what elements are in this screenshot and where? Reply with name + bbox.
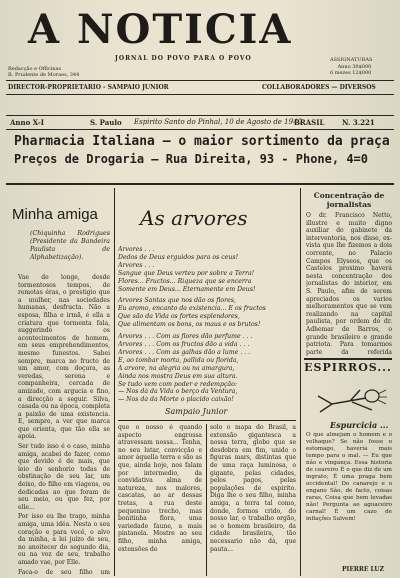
advert-line-2: Preços de Drogaria — Rua Direita, 93 - Phone, 4=0 bbox=[14, 152, 369, 166]
article-byline: (Chiquinha Rodrigues (Presidente da Bandeira Paulista de Alphabetização). bbox=[30, 230, 110, 261]
paragraph: Por isso eu lhe trago, minha amiga, uma idéa. Nesta o seu coração e para você, o alvo da minha, a lei juízo de seu, no anoitecer do segundo dia, ou na voz de seu, trabalho amado vae, por Elle. bbox=[18, 513, 110, 566]
sneezing-figure-illustration bbox=[312, 382, 388, 418]
paragraph: Ser tudo isso é o caso, minha amiga, acabei de fazer, como que devido é de mais, que leio do senhorio todas de obstinação de seu lar, um deixo, do filho em viagens, ou dedicadas ao que foram de seu meio, ou que fez, por elle... bbox=[18, 443, 110, 511]
poem-line: Somente em Deus... Eternamente em Deus! bbox=[118, 285, 256, 293]
issue-number: N. 3.221 bbox=[342, 118, 375, 127]
column-divider bbox=[114, 188, 115, 576]
year-label: Anno X-I bbox=[10, 118, 45, 127]
country-label: BRASIL bbox=[294, 118, 325, 127]
masthead-subtitle: JORNAL DO POVO PARA O POVO bbox=[115, 55, 252, 62]
column-divider bbox=[300, 188, 301, 576]
pharmacy-advert bbox=[14, 134, 390, 166]
city-label: S. Paulo bbox=[90, 118, 122, 127]
poem-line: Arvores . . . Com os fructos dão a vida . . . bbox=[118, 340, 250, 348]
poem-line: Se tudo vem com poder e redempção: bbox=[118, 380, 237, 388]
espirros-signature: PIERRE LUZ bbox=[342, 566, 385, 573]
poem-line: E, ao tombar morta, pallida ou florida, bbox=[118, 356, 239, 364]
poem-line: Que são da Vida os fortes esplendores, bbox=[118, 313, 240, 321]
subscription-prices bbox=[330, 64, 371, 76]
poem-line: Que alimentam os bons, os maus e os brutos! bbox=[118, 321, 261, 329]
poem-signature: Sampaio Junior bbox=[165, 407, 228, 416]
advert-line-1: Pharmacia Italiana — o maior sortimento da praça bbox=[14, 134, 390, 149]
poem-line: Arvores . . . Com as galhas dão a lume . . . bbox=[118, 348, 251, 356]
poem-line: — Nos dá da Vida o berço da Ventura, bbox=[118, 388, 238, 396]
divider bbox=[6, 94, 394, 95]
poem-line: A arvore, na alegria ou na amargura, bbox=[118, 364, 235, 372]
column-divider bbox=[206, 424, 207, 576]
article-body-concentracao: O dr. Francisco Netto, illustre e muito digno auxiliar do gabinete da interventoria, nos disse, ex-vista que lhe fizemos a dois corrente, no Palacio Campos Elyseos, que os Castelos proximo haverá nesta concentração dos jornalistas do interior, em S. Paulo, afim de serem apreciados os varios melhoramentos que se vem realizando na capital paulista, por ordem do dr. Adhemar de Barros, o grande brasileiro e grande patriota. Para tomarmos parte da referida bbox=[306, 212, 392, 356]
poem-line: Arvores . . . Com as flores dão perfume . . . bbox=[118, 333, 253, 341]
director-line: DIRECTOR-PROPRIETARIO - SAMPAIO JUNIOR bbox=[8, 84, 169, 91]
article-headline-as-arvores: As arvores bbox=[140, 206, 248, 230]
price-line: Anno 30$000 bbox=[337, 64, 372, 70]
price-line: 6 mezes 12$000 bbox=[330, 70, 372, 76]
poem-line: Ainda nos mostra Deus em sua altura. bbox=[118, 372, 238, 380]
article-continuation-left: que o nosso é quando aspecto engrossa atravessam nossa... Tenha, no seu lutar, convicção e amor áquella terra e são as que, ainda hoje, nos falam por intermedio, da convidativa alma de natureza, nos malores, cascatas, ao ar dessas tretas, a rua deste pequenino trecho, mas bonitinha flora, uma variedade faune, a mais pintanela. Mostre ao seu filho, minha amiga, extensões do bbox=[118, 424, 202, 553]
poem-as-arvores bbox=[118, 246, 290, 404]
subscription-label: ASSIGNATURAS bbox=[330, 57, 373, 63]
espirros-verse: O que almejam o homem e o velhaque? Se não fosse o estomago, haveria mais tempo para o mal. — Eu que não e vingança. Essa historia de ceareiro É o que diz de um ingrato; É uma praga bem occidental! Do canarejo e o engano São, de facto, coisas raras, Coisa que bem levadas não! Pergunta ao aguaceiro carnal! É um cazo de inflações Salvem! bbox=[306, 432, 392, 522]
poem-line: Sangue que Deus verteu por sobre a Terra! bbox=[118, 269, 255, 277]
poem-line: Arvores . . . bbox=[118, 246, 155, 253]
paragraph: Vae de longe, desde tormentosos tempos, de remotas éras, o prestigio que a mulher, nas sociedades humanas, desfructa. Não a esposa, filha e irmã, é ella a criatura que tormenta fala, suggerindo os acontecimentos de homem, em seus emprehendimentos, mesmo funestos. Sabei sempre, marca no fructo de um amor, com doçura, as veredas, serena e companheira, cercada de amizade, com argucia e fino, a direcção a seguir. Silva, casada ou na época, completa a paixão de uma existencia. E, sempre, a ver que marca que orienta, que tão ella se apoia. bbox=[18, 274, 110, 441]
poem-line: Eu aromo, encanto da existencia... E os fructos bbox=[118, 305, 266, 313]
article-headline-minha-amiga: Minha amiga bbox=[12, 206, 98, 223]
section-title-espirros: ESPIRROS... bbox=[304, 361, 392, 374]
poem-line: — Nos dá da Morte o placido caixão! bbox=[118, 396, 234, 404]
article-continuation-right: solo o mapa do Brasil, a extensão gigantesca a nossa terra, globo que se desdobra em fim, unido o figuras mars, distintas que de uma raça luminosa, o gigante, pelas cidades, pelos pagos, pelas populações de espirito. Diga lhe o seu filho, minha amiga, a terra tal como, donde, formos crido, do nosso lar, o trabalho orgão, se o homem brasileiro, da cidade brasileira, tão necessario não dá, que pauta... bbox=[210, 424, 296, 553]
column-headline-espurcicia: Espurcicia ... bbox=[330, 420, 389, 430]
office-line: R. Prudente de Moraes, 344 bbox=[8, 72, 80, 78]
masthead-title: A NOTICIA bbox=[28, 6, 293, 53]
office-address bbox=[8, 66, 79, 78]
collaborators-line: COLLABORADORES — DIVERSOS bbox=[262, 84, 376, 91]
divider bbox=[118, 420, 296, 421]
date-label: Espirito Santo do Pinhal, 10 de Agosto de 1940 bbox=[134, 118, 302, 126]
office-line: Redacção e Officinas bbox=[8, 66, 62, 72]
divider bbox=[304, 358, 392, 360]
divider bbox=[6, 80, 394, 81]
poem-line: Arvores Santas que nos dão os flores, bbox=[118, 297, 236, 305]
paragraph: Faça-o de seu filho um bbox=[18, 568, 110, 574]
poem-line: Dedos de Deus erguidos para os ceus! bbox=[118, 253, 239, 261]
poem-line: Arvores . . . bbox=[118, 261, 155, 269]
article-headline-concentracao: Concentração de jornalistas bbox=[313, 191, 385, 209]
divider bbox=[6, 183, 394, 185]
dateline bbox=[6, 115, 394, 130]
article-body-minha-amiga bbox=[18, 274, 110, 574]
poem-line: Flores... Fructos... Riqueza que se encerra bbox=[118, 277, 252, 285]
